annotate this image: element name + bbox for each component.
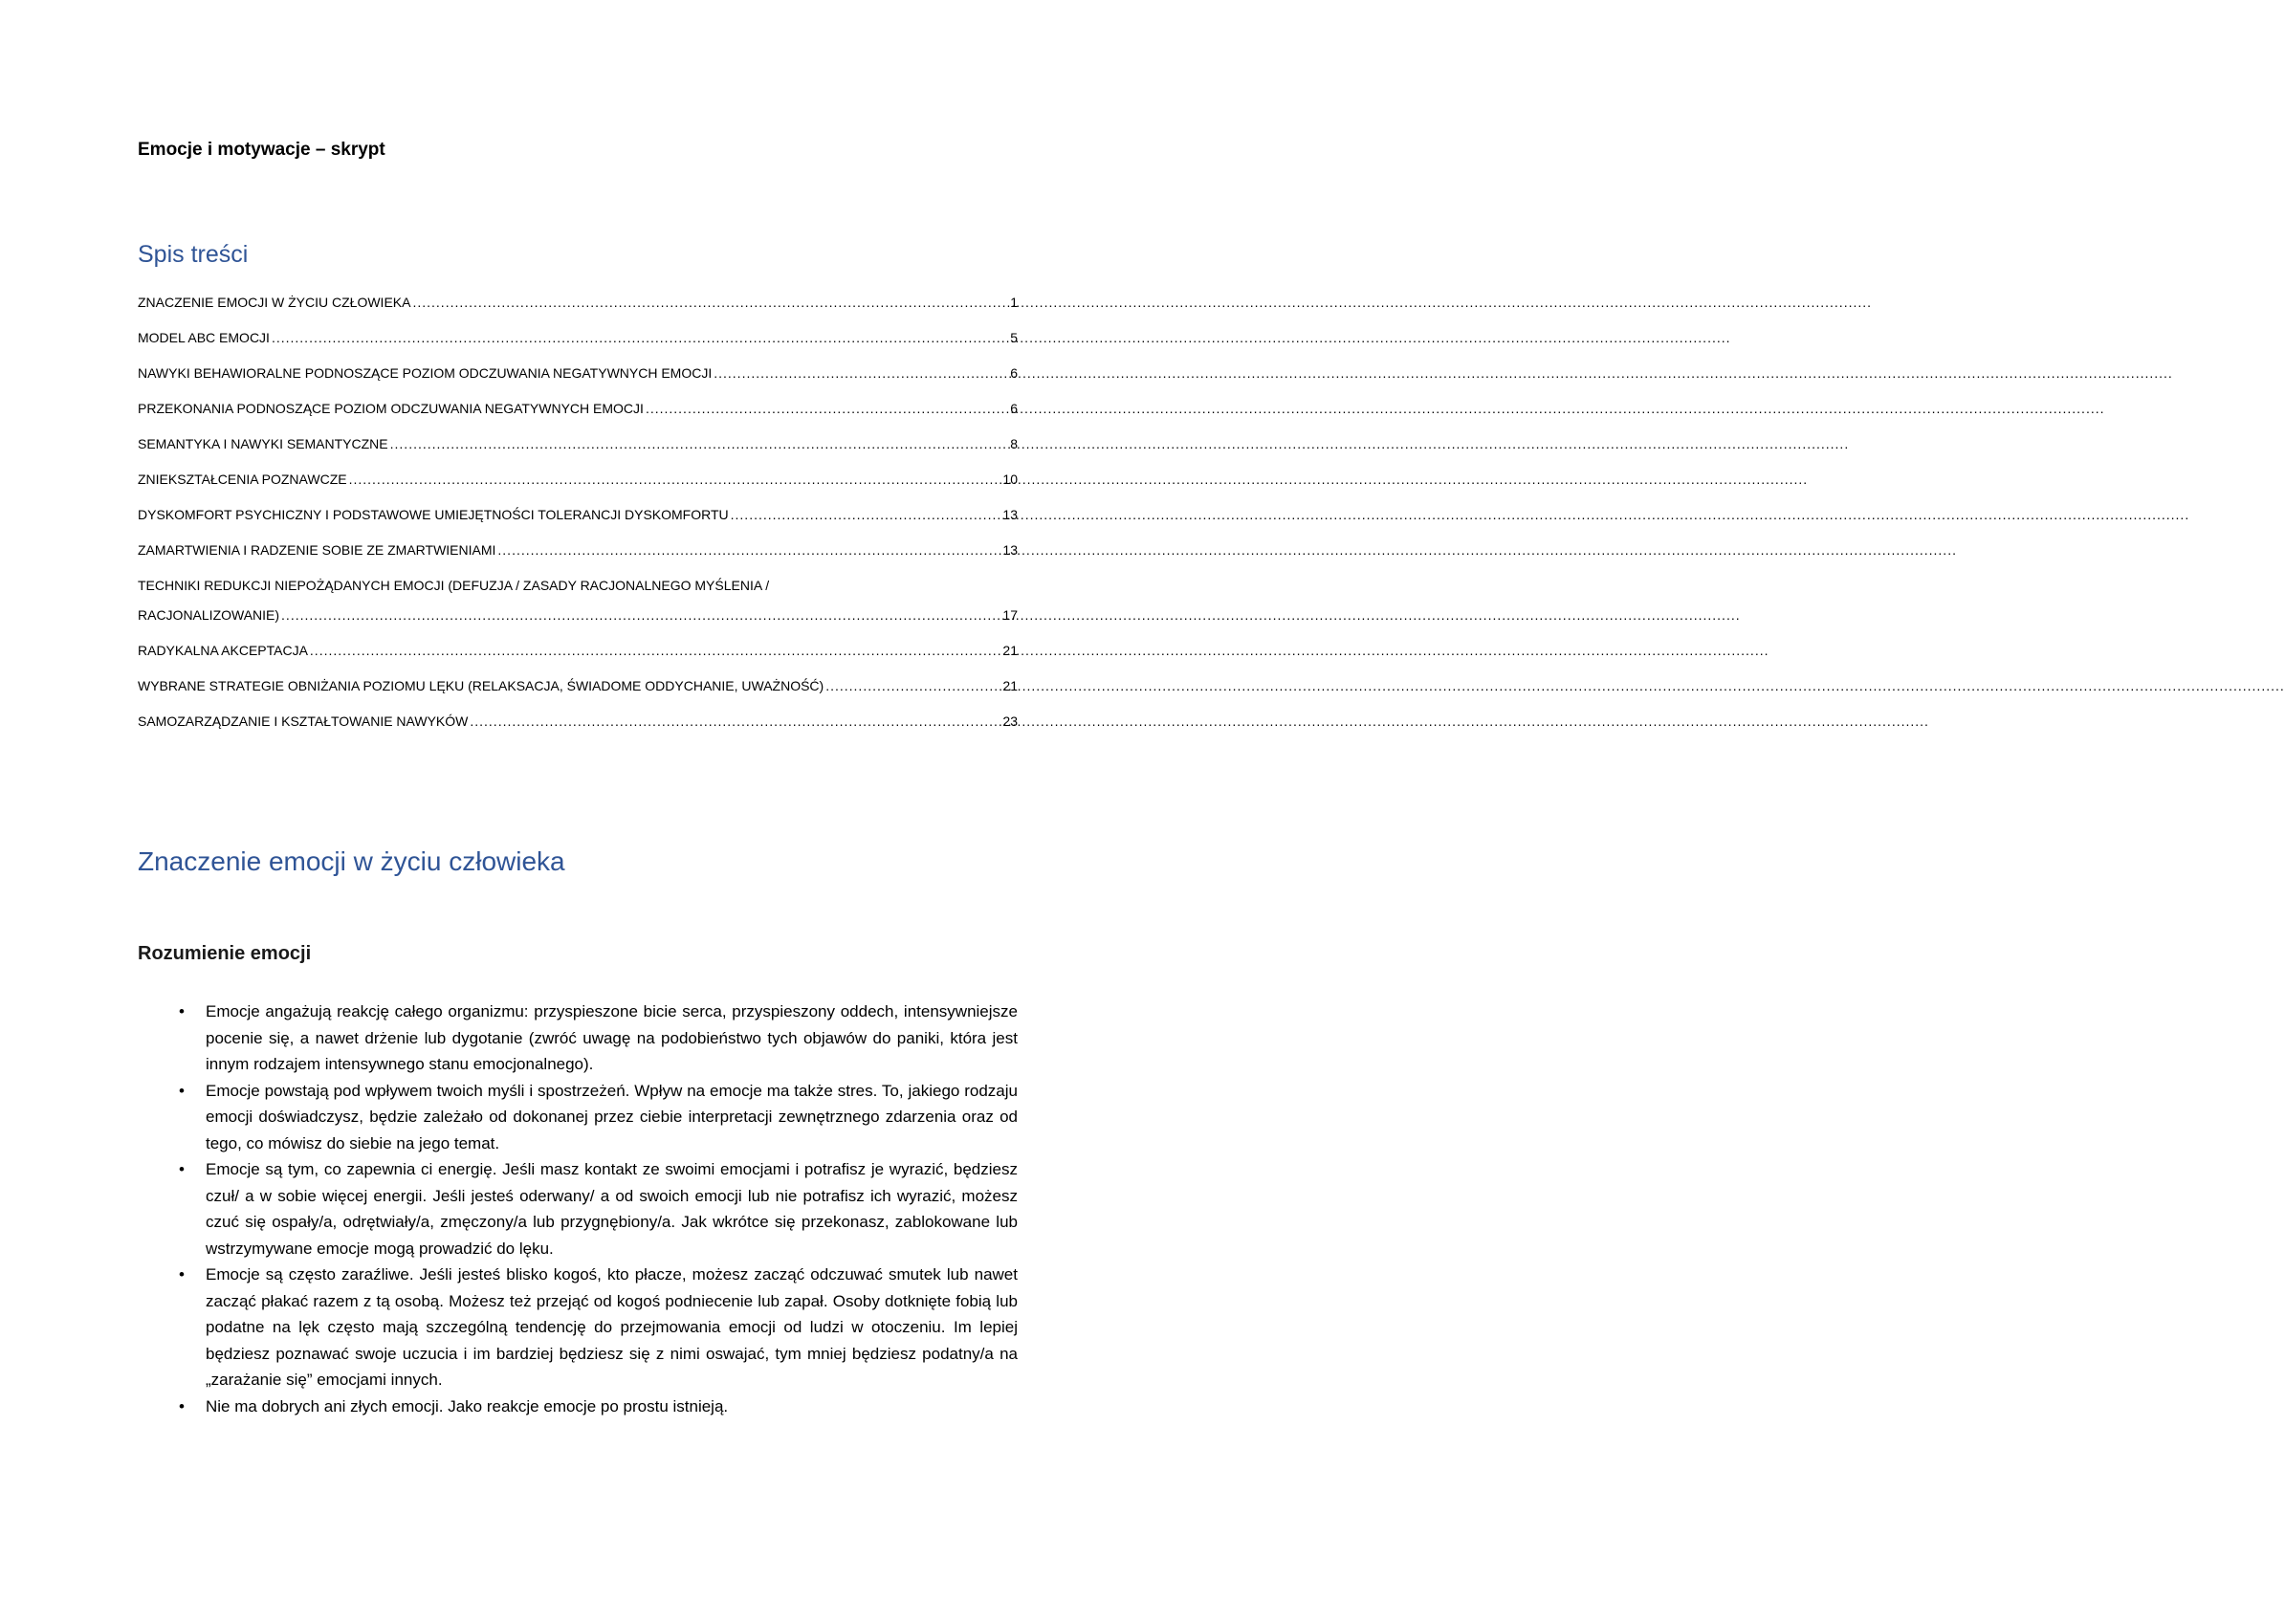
toc-entry[interactable] bbox=[138, 470, 1018, 489]
toc-leader-dots bbox=[731, 505, 1001, 524]
toc-leader-dots bbox=[825, 676, 1000, 695]
toc-entry-text: MODEL ABC EMOCJI bbox=[138, 330, 270, 345]
toc-entry[interactable] bbox=[138, 505, 1018, 524]
toc-entry[interactable] bbox=[138, 434, 1018, 453]
toc-entry-text: DYSKOMFORT PSYCHICZNY I PODSTAWOWE UMIEJĘTNOŚCI TOLERANCJI DYSKOMFORTU bbox=[138, 507, 729, 522]
list-item bbox=[138, 1156, 1018, 1262]
toc-leader-dots bbox=[349, 470, 1001, 489]
bullet-icon: • bbox=[179, 1265, 185, 1284]
bullet-icon: • bbox=[179, 1396, 185, 1416]
toc-entry[interactable] bbox=[138, 363, 1018, 383]
toc-entry-text: PRZEKONANIA PODNOSZĄCE POZIOM ODCZUWANIA NEGATYWNYCH EMOCJI bbox=[138, 401, 644, 416]
toc-entry[interactable] bbox=[138, 676, 1018, 695]
document-title: Emocje i motywacje – skrypt bbox=[138, 140, 385, 160]
toc-entry-page: 17 bbox=[1002, 607, 1018, 623]
toc-leader-dots bbox=[714, 363, 1008, 383]
section-heading: Znaczenie emocji w życiu człowieka bbox=[138, 846, 565, 876]
toc-entry-page: 13 bbox=[1002, 507, 1018, 522]
toc-entry-text: TECHNIKI REDUKCJI NIEPOŻĄDANYCH EMOCJI (DEFUZJA / ZASADY RACJONALNEGO MYŚLENIA / bbox=[138, 578, 770, 593]
toc-entry-page: 21 bbox=[1002, 678, 1018, 693]
toc-entry-page: 10 bbox=[1002, 472, 1018, 487]
toc-leader-dots bbox=[412, 293, 1008, 312]
toc-entry-text: WYBRANE STRATEGIE OBNIŻANIA POZIOMU LĘKU (RELAKSACJA, ŚWIADOME ODDYCHANIE, UWAŻNOŚĆ) bbox=[138, 678, 824, 693]
toc-entry-text: RADYKALNA AKCEPTACJA bbox=[138, 643, 308, 658]
toc-leader-dots bbox=[281, 605, 1000, 625]
list-item-text: Emocje powstają pod wpływem twoich myśli i spostrzeżeń. Wpływ na emocje ma także stres. To, jakiego rodzaju emocji doświadczysz, będzie zależało od dokonanej przez ciebie interpretacji zewnętrznego zdarzenia oraz od tego, co mówisz do siebie na jego temat. bbox=[206, 1081, 1018, 1152]
toc-entry[interactable] bbox=[138, 540, 1018, 560]
toc-leader-dots bbox=[272, 328, 1008, 347]
list-item-text: Emocje są tym, co zapewnia ci energię. Jeśli masz kontakt ze swoimi emocjami i potrafisz je wyrazić, będziesz czuł/ a w sobie więcej energii. Jeśli jesteś oderwany/ a od swoich emocji lub nie potrafisz ich wyrazić, możesz czuć się ospały/a, odrętwiały/a, zmęczony/a lub przygnębiony/a. Jak wkrótce się przekonasz, zablokowane lub wstrzymywane emocje mogą prowadzić do lęku. bbox=[206, 1160, 1018, 1258]
toc-entry-page: 8 bbox=[1010, 436, 1018, 451]
toc-entry-text: NAWYKI BEHAWIORALNE PODNOSZĄCE POZIOM ODCZUWANIA NEGATYWNYCH EMOCJI bbox=[138, 365, 713, 381]
list-item bbox=[138, 999, 1018, 1078]
toc-heading: Spis treści bbox=[138, 241, 249, 268]
toc-entry-page: 6 bbox=[1010, 401, 1018, 416]
list-item-text: Nie ma dobrych ani złych emocji. Jako reakcje emocje po prostu istnieją. bbox=[206, 1396, 729, 1416]
toc-entry-page: 21 bbox=[1002, 643, 1018, 658]
toc-entry[interactable] bbox=[138, 576, 1018, 625]
list-item-text: Emocje są często zaraźliwe. Jeśli jesteś blisko kogoś, kto płacze, możesz zacząć odczuwać smutek lub nawet zacząć płakać razem z tą osobą. Możesz też przejąć od kogoś podniecenie lub zapał. Osoby dotknięte fobią lub podatne na lęk często mają szczególną tendencję do przejmowania emocji od ludzi w otoczeniu. Im lepiej będziesz poznawać swoje uczucia i im bardziej będziesz się z nimi oswajać, tym mniej będziesz podatny/a na „zarażanie się” emocjami innych. bbox=[206, 1265, 1018, 1389]
list-item bbox=[138, 1394, 1018, 1420]
toc-entry[interactable] bbox=[138, 399, 1018, 418]
toc-entry-text: ZNIEKSZTAŁCENIA POZNAWCZE bbox=[138, 472, 347, 487]
toc-entry-page: 13 bbox=[1002, 542, 1018, 558]
toc-entry[interactable] bbox=[138, 712, 1018, 731]
list-item bbox=[138, 1078, 1018, 1157]
toc-entry-page: 1 bbox=[1010, 295, 1018, 310]
toc-entry-text: SEMANTYKA I NAWYKI SEMANTYCZNE bbox=[138, 436, 388, 451]
bullet-icon: • bbox=[179, 1002, 185, 1020]
bullet-list bbox=[138, 999, 1018, 1419]
toc-leader-dots bbox=[646, 399, 1008, 418]
toc-entry[interactable] bbox=[138, 641, 1018, 660]
toc-entry[interactable] bbox=[138, 328, 1018, 347]
toc-leader-dots bbox=[497, 540, 1000, 560]
toc-entry[interactable] bbox=[138, 293, 1018, 312]
table-of-contents bbox=[138, 293, 1018, 747]
toc-leader-dots bbox=[310, 641, 1001, 660]
list-item bbox=[138, 1262, 1018, 1394]
bullet-icon: • bbox=[179, 1081, 185, 1100]
toc-entry-page: 5 bbox=[1010, 330, 1018, 345]
toc-entry-text: SAMOZARZĄDZANIE I KSZTAŁTOWANIE NAWYKÓW bbox=[138, 713, 469, 729]
toc-entry-page: 6 bbox=[1010, 365, 1018, 381]
subsection-heading: Rozumienie emocji bbox=[138, 943, 312, 964]
toc-entry-text: ZAMARTWIENIA I RADZENIE SOBIE ZE ZMARTWIENIAMI bbox=[138, 542, 496, 558]
toc-entry-text-continued: RACJONALIZOWANIE) bbox=[138, 607, 280, 623]
list-item-text: Emocje angażują reakcję całego organizmu: przyspieszone bicie serca, przyspieszony oddech, intensywniejsze pocenie się, a nawet drżenie lub dygotanie (zwróć uwagę na podobieństwo tych objawów do paniki, która jest innym rodzajem intensywnego stanu emocjonalnego). bbox=[206, 1002, 1018, 1073]
toc-entry-text: ZNACZENIE EMOCJI W ŻYCIU CZŁOWIEKA bbox=[138, 295, 411, 310]
toc-leader-dots bbox=[390, 434, 1009, 453]
bullet-icon: • bbox=[179, 1160, 185, 1178]
toc-entry-page: 23 bbox=[1002, 713, 1018, 729]
toc-leader-dots bbox=[470, 712, 1000, 731]
